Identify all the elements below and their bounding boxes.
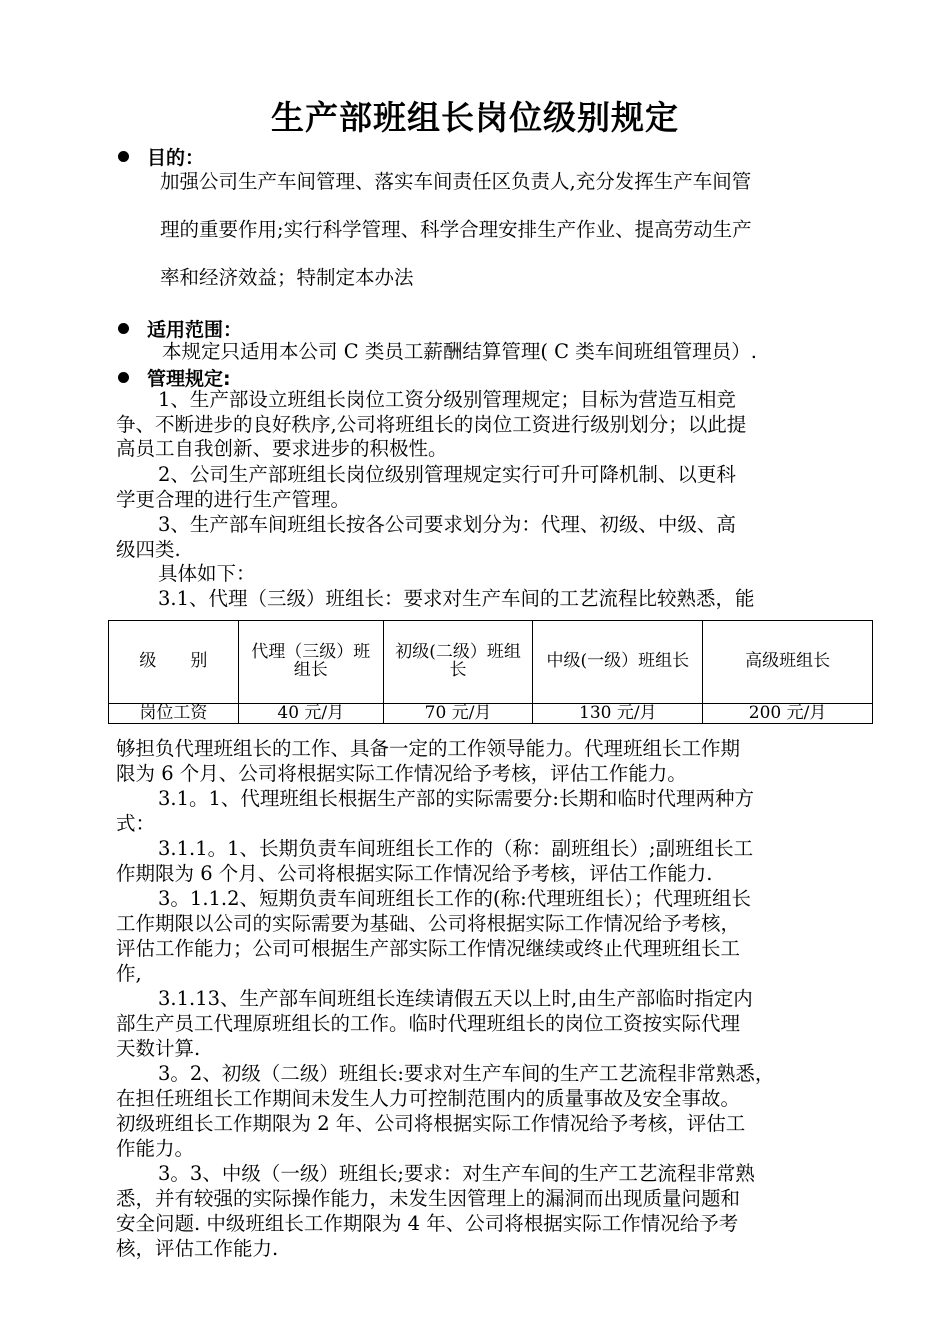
body-line: 争、不断进步的良好秩序,公司将班组长的岗位工资进行级别划分；以此提: [116, 413, 747, 436]
body-line: 评估工作能力；公司可根据生产部实际工作情况继续或终止代理班组长工: [116, 937, 741, 960]
table-cell: 130 元/月: [533, 704, 703, 724]
table-cell: 高级班组长: [703, 621, 873, 704]
purpose-line: 加强公司生产车间管理、落实车间责任区负责人,充分发挥生产车间管: [160, 170, 752, 193]
body-line: 安全问题. 中级班组长工作期限为 4 年、公司将根据实际工作情况给予考: [116, 1212, 739, 1235]
table-cell: 200 元/月: [703, 704, 873, 724]
body-line: 悉，并有较强的实际操作能力，未发生因管理上的漏洞而出现质量问题和: [116, 1187, 741, 1210]
table-cell: 代理（三级）班组长: [238, 621, 383, 704]
table-cell: 中级(一级）班组长: [533, 621, 703, 704]
body-line: 3。1.1.2、短期负责车间班组长工作的(称:代理班组长）；代理班组长: [158, 887, 751, 910]
body-line: 3.1.1。1、长期负责车间班组长工作的（称：副班组长）;副班组长工: [158, 837, 754, 860]
table-cell: 70 元/月: [383, 704, 533, 724]
purpose-line: 率和经济效益；特制定本办法: [160, 266, 414, 289]
body-line: 够担负代理班组长的工作、具备一定的工作领导能力。代理班组长工作期: [116, 737, 741, 760]
document-title: 生产部班组长岗位级别规定: [271, 98, 679, 137]
section-scope-heading: 适用范围：: [118, 315, 242, 342]
body-line: 2、公司生产部班组长岗位级别管理规定实行可升可降机制、以更科: [158, 463, 736, 486]
body-line: 3、生产部车间班组长按各公司要求划分为：代理、初级、中级、高: [158, 513, 736, 536]
section-purpose-heading: 目的：: [118, 143, 204, 170]
table-header-row: [109, 621, 873, 704]
body-line: 式：: [116, 812, 156, 835]
body-line: 3.1。1、代理班组长根据生产部的实际需要分:长期和临时代理两种方: [158, 787, 754, 810]
body-line: 3。3、中级（一级）班组长;要求：对生产车间的生产工艺流程非常熟: [158, 1162, 755, 1185]
body-line: 作能力。: [116, 1137, 195, 1160]
body-line: 1、生产部设立班组长岗位工资分级别管理规定；目标为营造互相竞: [158, 388, 736, 411]
body-line: 级四类.: [116, 538, 181, 561]
table-cell: 初级(二级）班组长: [383, 621, 533, 704]
body-line: 部生产员工代理原班组长的工作。临时代理班组长的岗位工资按实际代理: [116, 1012, 741, 1035]
body-line: 高员工自我创新、要求进步的积极性。: [116, 437, 448, 460]
body-line: 学更合理的进行生产管理。: [116, 488, 351, 511]
body-line: 限为 6 个月、公司将根据实际工作情况给予考核，评估工作能力。: [116, 762, 687, 785]
body-line: 3。2、初级（二级）班组长:要求对生产车间的生产工艺流程非常熟悉，: [158, 1062, 775, 1085]
salary-grade-table: [108, 620, 873, 724]
body-line: 具体如下：: [158, 562, 256, 585]
body-line: 3.1、代理（三级）班组长：要求对生产车间的工艺流程比较熟悉，能: [158, 587, 755, 610]
purpose-line: 理的重要作用;实行科学管理、科学合理安排生产作业、提高劳动生产: [160, 218, 752, 241]
body-line: 核，评估工作能力.: [116, 1237, 279, 1260]
scope-line: 本规定只适用本公司 C 类员工薪酬结算管理( C 类车间班组管理员）.: [162, 340, 757, 363]
section-rules-heading: 管理规定:: [118, 364, 231, 391]
body-line: 天数计算.: [116, 1037, 201, 1060]
body-line: 3.1.13、生产部车间班组长连续请假五天以上时,由生产部临时指定内: [158, 987, 753, 1010]
body-line: 在担任班组长工作期间未发生人力可控制范围内的质量事故及安全事故。: [116, 1087, 741, 1110]
body-line: 作,: [116, 962, 142, 985]
table-cell: 岗位工资: [109, 704, 239, 724]
table-cell: 级 别: [109, 621, 239, 704]
table-row: [109, 704, 873, 724]
table-cell: 40 元/月: [238, 704, 383, 724]
bullet-icon: [118, 372, 129, 383]
body-line: 作期限为 6 个月、公司将根据实际工作情况给予考核，评估工作能力.: [116, 862, 713, 885]
body-line: 工作期限以公司的实际需要为基础、公司将根据实际工作情况给予考核，: [116, 912, 741, 935]
bullet-icon: [118, 151, 129, 162]
bullet-icon: [118, 323, 129, 334]
body-line: 初级班组长工作期限为 2 年、公司将根据实际工作情况给予考核，评估工: [116, 1112, 746, 1135]
